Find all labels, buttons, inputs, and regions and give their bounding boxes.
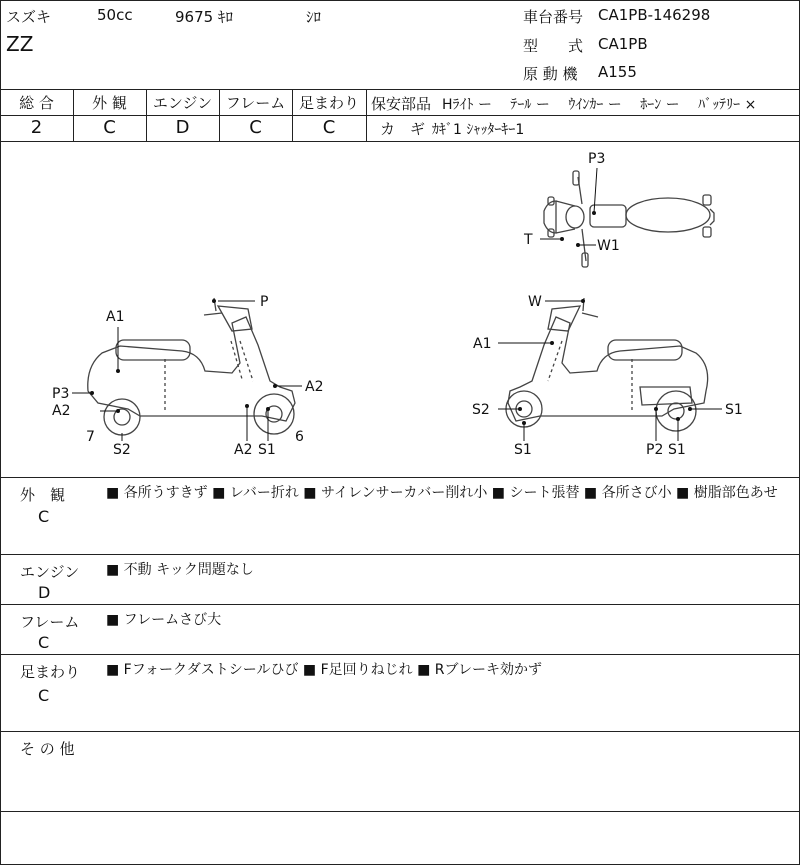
label-p: P [260,294,269,310]
label-p3-top: P3 [588,151,606,167]
mileage: 9675 ｷﾛ [175,8,233,26]
label-a1-left: A1 [106,309,125,325]
exterior-grade: C [103,117,116,138]
label-s1-rear: S1 [725,402,743,418]
label-a2-front: A2 [305,379,324,395]
label-w1: W1 [597,238,620,254]
remark-grade: D [38,583,51,602]
label-6: 6 [295,429,304,445]
type-label: 型 式 [523,37,584,55]
remark-text: ■ Fフォークダストシールひび ■ F足回りねじれ ■ Rブレーキ効かず [106,662,542,678]
remark-grade: C [38,507,50,526]
remark-label: 外 観 [20,486,66,504]
frame-no-value: CA1PB-146298 [598,6,711,24]
divider [0,604,800,605]
label-p2: P2 [646,442,664,458]
divider [0,811,800,812]
overall-grade: 2 [30,117,43,138]
color: ｼﾛ [306,8,322,26]
divider [0,554,800,555]
label-a2-rear: A2 [52,403,71,419]
remark-label: フレーム [20,613,80,631]
engine-model-label: 原 動 機 [523,65,578,83]
scooter-top-view [544,171,714,267]
maker: スズキ [6,8,52,26]
remark-text: ■ 不動 キック問題なし [106,562,254,578]
safety-parts-items: Hﾗｲﾄ ー ﾃｰﾙ ー ｳｲﾝｶｰ ー ﾎｰﾝ ー ﾊﾞｯﾃﾘｰ × [442,97,757,113]
divider [366,115,800,116]
type-value: CA1PB [598,35,648,53]
key-value: ｶｷﾞ1 ｼｬｯﾀｰｷｰ1 [432,122,525,138]
damage-diagram [0,141,800,477]
divider [0,654,800,655]
engine-grade: D [175,117,190,138]
divider [0,89,800,90]
label-s1-front: S1 [514,442,532,458]
label-a2-bottom: A2 [234,442,253,458]
remark-text: ■ フレームさび大 [106,612,222,628]
label-s1-bottom: S1 [668,442,686,458]
engine-grade-label: エンジン [152,94,213,112]
safety-parts-label: 保安部品 [371,95,432,113]
remark-label: エンジン [20,563,80,581]
label-s1-left: S1 [258,442,276,458]
label-s2-left: S2 [113,442,131,458]
suspension-grade: C [322,117,336,138]
remark-label: 足まわり [20,663,81,681]
frame-grade: C [249,117,262,138]
divider [0,731,800,732]
displacement: 50cc [97,6,133,24]
frame-grade-label: フレーム [225,94,286,112]
label-w: W [528,294,542,310]
label-s2-right: S2 [472,402,490,418]
suspension-grade-label: 足まわり [298,94,359,112]
label-p3-left: P3 [52,386,70,402]
divider [366,89,367,141]
scooter-right-view [506,298,708,431]
remark-grade: C [38,633,50,652]
exterior-grade-label: 外 観 [92,94,127,112]
remark-label: そ の 他 [20,740,75,758]
label-a1-right: A1 [473,336,492,352]
divider [0,477,800,478]
model-name: ZZ [6,32,34,56]
key-label: カ ギ [380,120,426,138]
remark-grade: C [38,686,50,705]
frame-no-label: 車台番号 [523,8,584,26]
remark-text: ■ 各所うすきず ■ レバー折れ ■ サイレンサーカバー削れ小 ■ シート張替 ■ 各所さび小 ■ 樹脂部色あせ [106,485,778,501]
label-7: 7 [86,429,95,445]
engine-model-value: A155 [598,63,637,81]
label-t: T [524,232,533,248]
overall-grade-label: 総 合 [19,94,54,112]
